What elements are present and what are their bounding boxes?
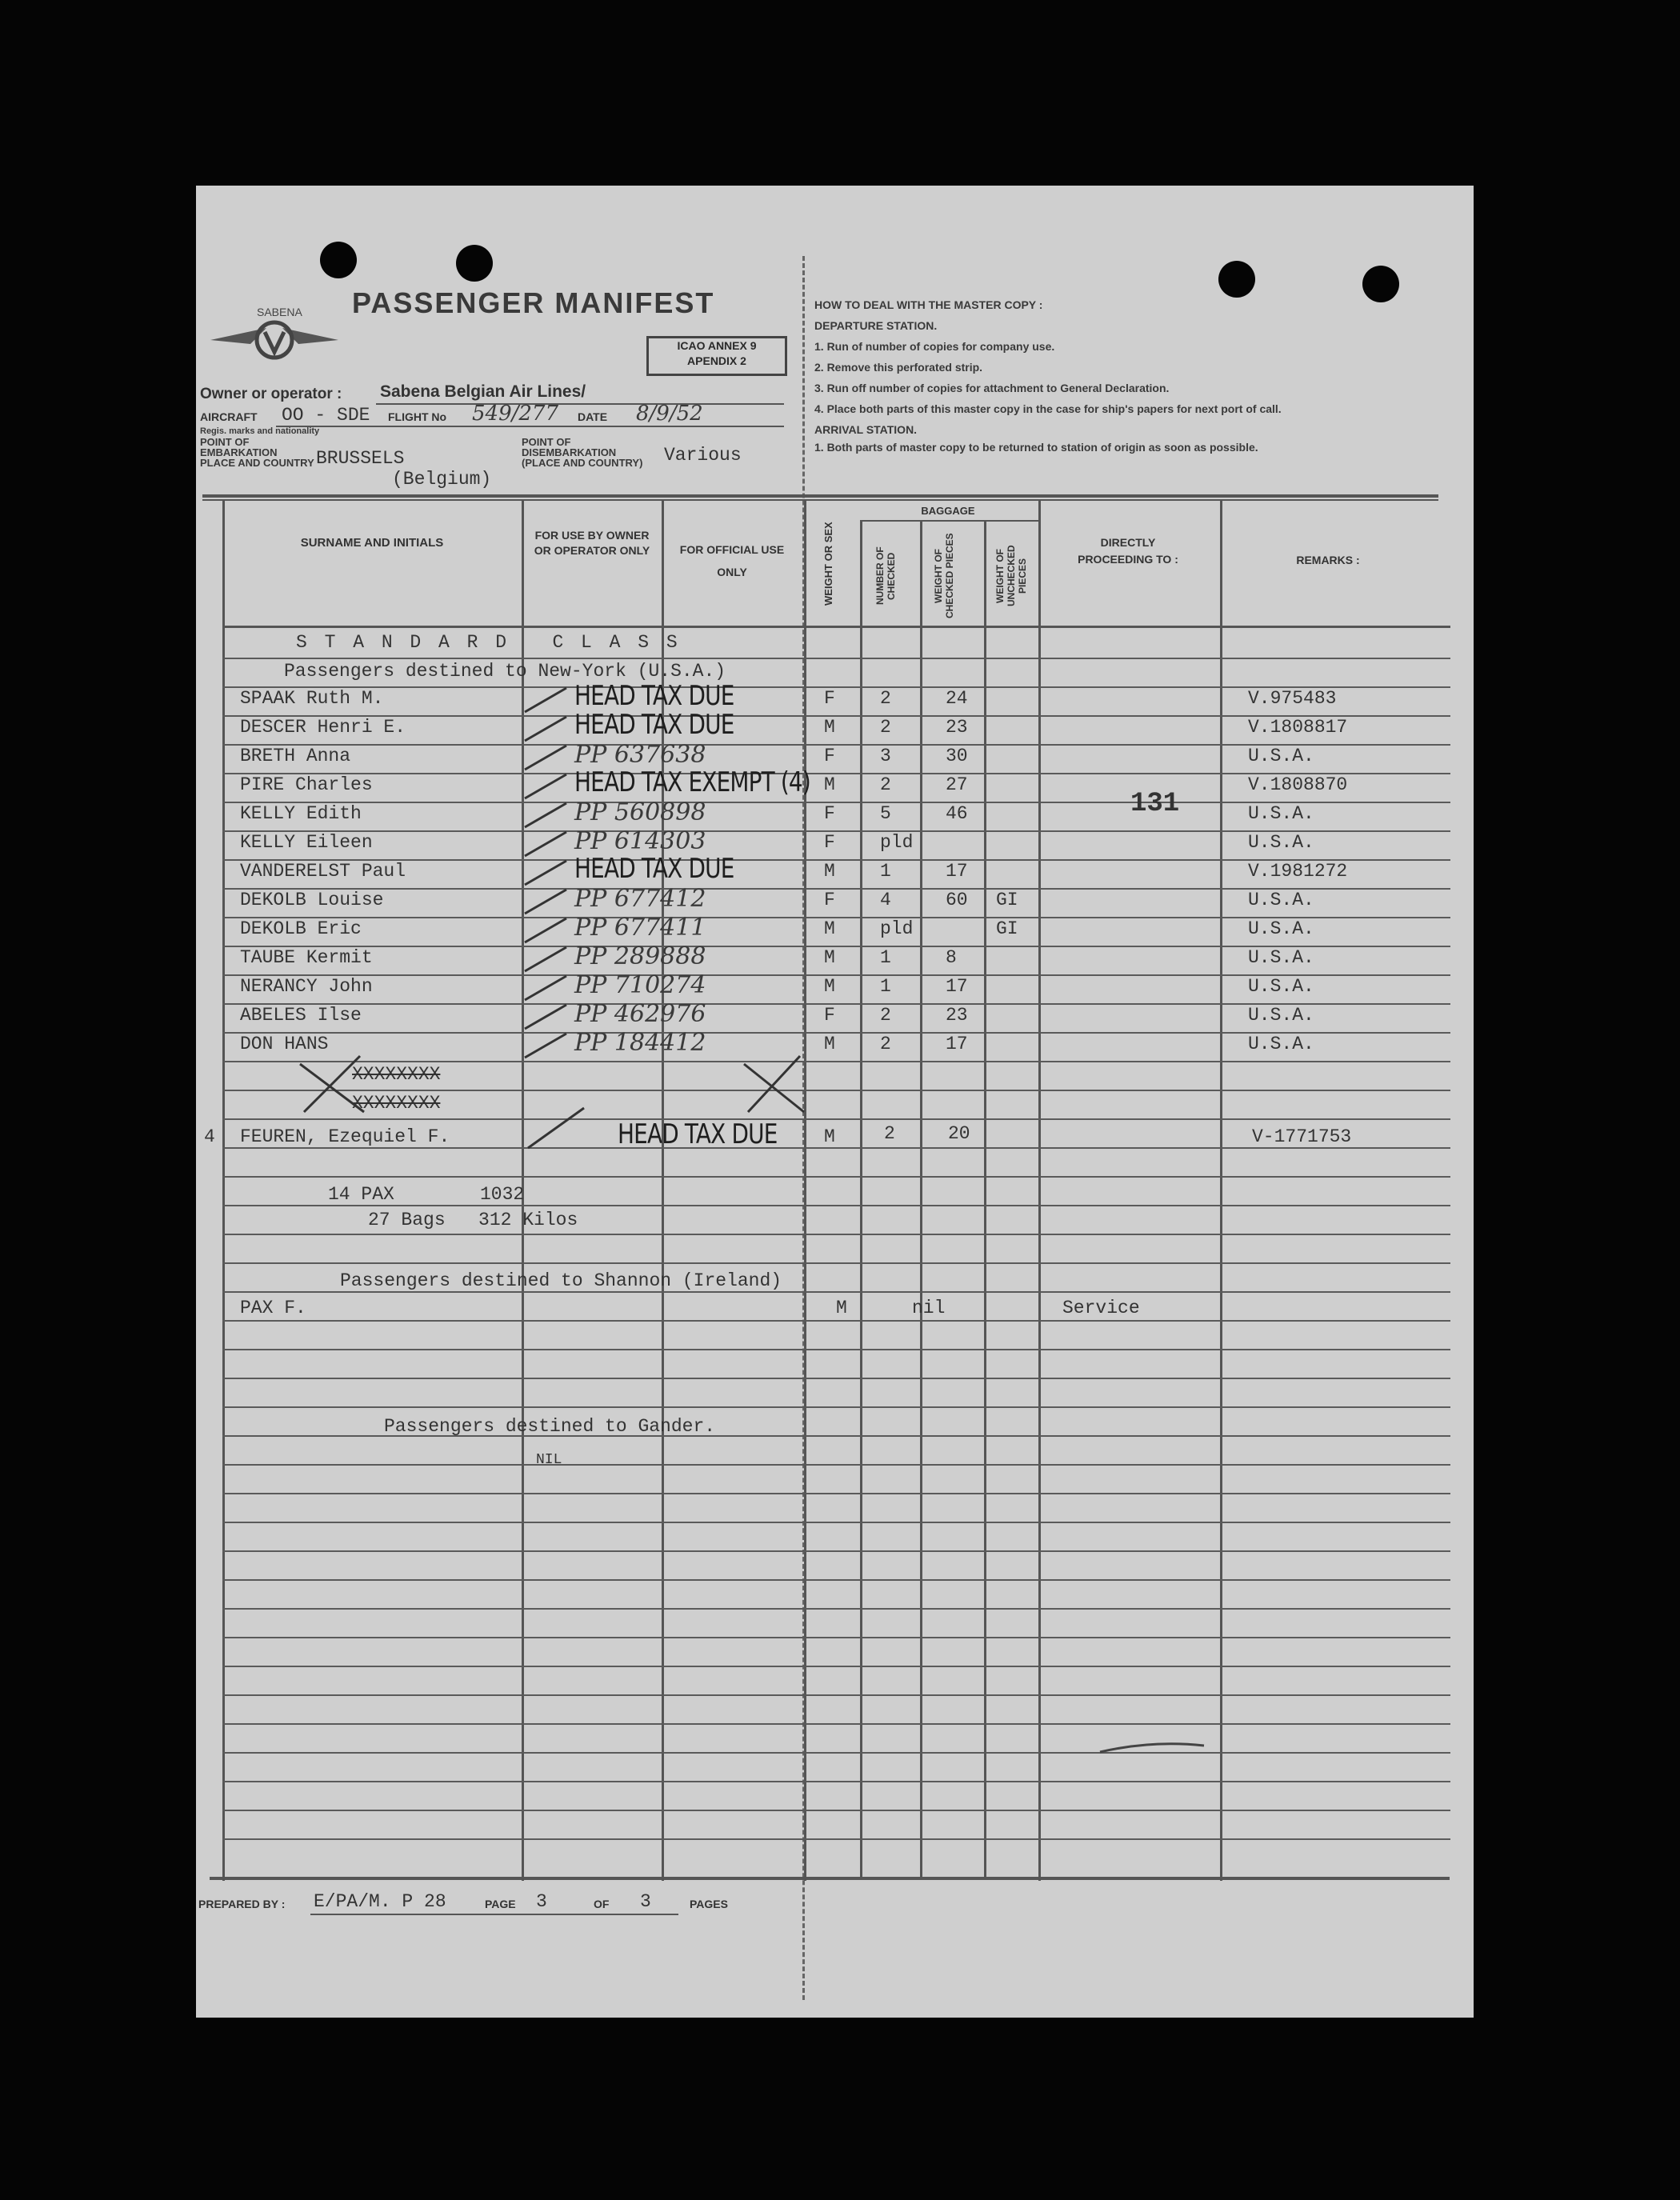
total-bags: 27 Bags 312 Kilos <box>368 1210 578 1230</box>
passenger-remarks: V.1981272 <box>1248 861 1348 882</box>
passenger-name: BRETH Anna <box>240 746 351 766</box>
struck-entry: XXXXXXXX <box>352 1093 441 1114</box>
punch-hole <box>320 242 357 278</box>
passenger-bag-count: 1 <box>880 947 891 968</box>
passenger-name: ABELES Ilse <box>240 1005 362 1026</box>
passenger-remarks: V-1771753 <box>1252 1126 1352 1147</box>
date-value: 8/9/52 <box>636 402 703 426</box>
cross-mark <box>288 1048 384 1120</box>
tick-mark <box>518 858 574 890</box>
prepared-label: PREPARED BY : <box>198 1898 286 1910</box>
passenger-unchecked: GI <box>996 918 1018 939</box>
passenger-name: PIRE Charles <box>240 774 373 795</box>
aircraft-value: OO - SDE <box>282 405 370 426</box>
pages-label: PAGES <box>690 1898 728 1910</box>
tick-mark <box>518 829 574 861</box>
passenger-bag-weight: 23 <box>946 1005 968 1026</box>
passenger-sex: F <box>824 1005 835 1026</box>
tick-mark <box>518 685 574 717</box>
passenger-bag-weight: 20 <box>948 1123 970 1144</box>
instructions-heading: HOW TO DEAL WITH THE MASTER COPY : <box>814 298 1043 311</box>
col-weight-sex: WEIGHT OR SEX <box>822 522 834 606</box>
passenger-bag-count: 1 <box>880 861 891 882</box>
instruction-1: 1. Run of number of copies for company use. <box>814 340 1055 353</box>
embark-label: POINT OF EMBARKATION PLACE AND COUNTRY <box>200 436 314 469</box>
punch-hole <box>1362 266 1399 302</box>
passenger-sex: F <box>824 746 835 766</box>
col-remarks: REMARKS : <box>1296 554 1360 566</box>
passenger-name: SPAAK Ruth M. <box>240 688 384 709</box>
cross-mark <box>732 1048 820 1120</box>
passenger-bag-weight: 46 <box>946 803 968 824</box>
col-surname: SURNAME AND INITIALS <box>300 536 444 550</box>
passenger-owner-note: HEAD TAX EXEMPT (4) <box>574 766 810 798</box>
row-marker: 4 <box>204 1126 215 1147</box>
page-value: 3 <box>536 1891 547 1912</box>
disembark-label: POINT OF DISEMBARKATION (PLACE AND COUNTRY) <box>522 436 643 469</box>
tick-mark <box>518 800 574 832</box>
tick-mark <box>518 1002 574 1034</box>
passenger-owner-note: PP 710274 <box>574 971 706 999</box>
tick-mark <box>518 1030 574 1062</box>
passenger-name: DESCER Henri E. <box>240 717 406 738</box>
passenger-bag-count: 2 <box>880 688 891 709</box>
col-owner-use: FOR USE BY OWNER OR OPERATOR ONLY <box>534 529 650 557</box>
class-line: S T A N D A R D C L A S S <box>296 632 681 653</box>
arrival-instruction: 1. Both parts of master copy to be returned to station of origin as soon as possible. <box>814 441 1258 454</box>
passenger-bag-count: 5 <box>880 803 891 824</box>
passenger-bag-weight: 17 <box>946 976 968 997</box>
date-label: DATE <box>578 410 608 423</box>
passenger-sex: M <box>824 918 835 939</box>
col-weight-checked: WEIGHT OF CHECKED PIECES <box>933 533 955 619</box>
passenger-remarks: V.1808870 <box>1248 774 1348 795</box>
passenger-owner-note: PP 677412 <box>574 885 706 913</box>
passenger-remarks: U.S.A. <box>1248 1005 1314 1026</box>
gander-nil: NIL <box>536 1452 562 1468</box>
embark-country: (Belgium) <box>392 469 492 490</box>
tick-mark <box>518 973 574 1005</box>
passenger-bag-count: pld <box>880 832 914 853</box>
passenger-remarks: U.S.A. <box>1248 832 1314 853</box>
passenger-name: DON HANS <box>240 1034 329 1054</box>
passenger-bag-count: pld <box>880 918 914 939</box>
passenger-owner-note: PP 614303 <box>574 827 706 855</box>
passenger-bag-count: 2 <box>880 1034 891 1054</box>
passenger-sex: M <box>824 947 835 968</box>
instruction-3: 3. Run off number of copies for attachment to General Declaration. <box>814 382 1170 394</box>
passenger-name: VANDERELST Paul <box>240 861 406 882</box>
sabena-logo <box>202 296 346 384</box>
of-value: 3 <box>640 1891 651 1912</box>
struck-entry: XXXXXXXX <box>352 1064 441 1085</box>
passenger-bag-weight: 30 <box>946 746 968 766</box>
passenger-bag-count: 1 <box>880 976 891 997</box>
flight-value: 549/277 <box>472 402 559 426</box>
icao-box <box>646 336 787 376</box>
total-pax: 14 PAX <box>328 1184 394 1205</box>
passenger-owner-note: PP 637638 <box>574 741 706 769</box>
col-number-checked: NUMBER OF CHECKED <box>874 546 897 606</box>
passenger-sex: M <box>824 1034 835 1054</box>
arrival-heading: ARRIVAL STATION. <box>814 423 918 436</box>
passenger-bag-count: 2 <box>880 717 891 738</box>
col-weight-unchecked: WEIGHT OF UNCHECKED PIECES <box>994 545 1028 607</box>
passenger-owner-note: HEAD TAX DUE <box>574 853 734 885</box>
punch-hole <box>1218 261 1255 298</box>
logo-text: SABENA <box>257 306 302 318</box>
passenger-owner-note: PP 677411 <box>574 914 706 942</box>
passenger-bag-count: 2 <box>884 1123 895 1144</box>
passenger-bag-count: 3 <box>880 746 891 766</box>
passenger-remarks: U.S.A. <box>1248 1034 1314 1054</box>
passenger-owner-note: HEAD TAX DUE <box>574 709 734 741</box>
passenger-remarks: U.S.A. <box>1248 890 1314 910</box>
passenger-bag-weight: 27 <box>946 774 968 795</box>
instruction-4: 4. Place both parts of this master copy in the case for ship's papers for next port of call. <box>814 402 1282 415</box>
passenger-sex: F <box>824 832 835 853</box>
passenger-owner-note: HEAD TAX DUE <box>574 680 734 712</box>
passenger-remarks: U.S.A. <box>1248 976 1314 997</box>
passenger-remarks: V.975483 <box>1248 688 1337 709</box>
gander-line: Passengers destined to Gander. <box>384 1416 716 1437</box>
icao-line2: APENDIX 2 <box>687 354 746 367</box>
embark-value: BRUSSELS <box>316 448 405 469</box>
col-proceeding: DIRECTLY PROCEEDING TO : <box>1078 536 1178 566</box>
shannon-baggage: nil <box>912 1298 946 1318</box>
passenger-sex: M <box>824 774 835 795</box>
passenger-sex: F <box>824 890 835 910</box>
total-weight: 1032 <box>480 1184 525 1205</box>
shannon-sex: M <box>836 1298 847 1318</box>
passenger-sex: F <box>824 688 835 709</box>
passenger-bag-count: 2 <box>880 1005 891 1026</box>
passenger-sex: M <box>824 717 835 738</box>
master-copy-instructions <box>814 294 1326 454</box>
tick-mark <box>518 742 574 774</box>
tick-mark <box>518 944 574 976</box>
shannon-passenger: PAX F. <box>240 1298 306 1318</box>
passenger-bag-weight: 17 <box>946 1034 968 1054</box>
tick-mark <box>518 714 574 746</box>
passenger-owner-note: PP 560898 <box>574 798 706 826</box>
regs-label: Regis. marks and nationality <box>200 426 320 436</box>
col-baggage: BAGGAGE <box>921 505 975 517</box>
passenger-name: DEKOLB Louise <box>240 890 384 910</box>
page-label: PAGE <box>485 1898 516 1910</box>
tick-mark <box>520 1100 592 1156</box>
passenger-unchecked: GI <box>996 890 1018 910</box>
punch-hole <box>456 245 493 282</box>
aircraft-label: AIRCRAFT <box>200 410 258 423</box>
shannon-line: Passengers destined to Shannon (Ireland) <box>340 1270 782 1291</box>
col-official-use: FOR OFFICIAL USE ONLY <box>679 543 785 578</box>
passenger-bag-count: 2 <box>880 774 891 795</box>
passenger-owner-note: PP 289888 <box>574 942 706 970</box>
new-york-line: Passengers destined to New-York (U.S.A.) <box>284 661 726 682</box>
instruction-2: 2. Remove this perforated strip. <box>814 361 983 374</box>
passenger-bag-weight: 8 <box>946 947 957 968</box>
passenger-sex: M <box>824 1126 835 1147</box>
passenger-name: FEUREN, Ezequiel F. <box>240 1126 450 1147</box>
passenger-sex: M <box>824 976 835 997</box>
passenger-name: NERANCY John <box>240 976 373 997</box>
flight-label: FLIGHT No <box>388 410 447 423</box>
passenger-owner-note: PP 184412 <box>574 1029 706 1057</box>
passenger-remarks: U.S.A. <box>1248 746 1314 766</box>
of-label: OF <box>594 1898 610 1910</box>
tick-mark <box>518 915 574 947</box>
tick-mark <box>518 771 574 803</box>
passenger-name: KELLY Edith <box>240 803 362 824</box>
passenger-bag-count: 4 <box>880 890 891 910</box>
passenger-bag-weight: 17 <box>946 861 968 882</box>
form-title: PASSENGER MANIFEST <box>352 286 715 319</box>
passenger-count-stamp: 131 <box>1130 789 1180 819</box>
shannon-proceeding: Service <box>1062 1298 1140 1318</box>
prepared-value: E/PA/M. P 28 <box>314 1891 446 1912</box>
passenger-remarks: U.S.A. <box>1248 803 1314 824</box>
icao-line1: ICAO ANNEX 9 <box>677 339 757 352</box>
passenger-name: TAUBE Kermit <box>240 947 373 968</box>
passenger-remarks: U.S.A. <box>1248 918 1314 939</box>
disembark-value: Various <box>664 445 742 466</box>
passenger-name: DEKOLB Eric <box>240 918 362 939</box>
passenger-name: KELLY Eileen <box>240 832 373 853</box>
pen-stroke <box>1096 1736 1208 1760</box>
passenger-bag-weight: 60 <box>946 890 968 910</box>
passenger-remarks: U.S.A. <box>1248 947 1314 968</box>
passenger-remarks: V.1808817 <box>1248 717 1348 738</box>
tick-mark <box>518 886 574 918</box>
passenger-bag-weight: 23 <box>946 717 968 738</box>
passenger-bag-weight: 24 <box>946 688 968 709</box>
passenger-sex: F <box>824 803 835 824</box>
passenger-owner-note: HEAD TAX DUE <box>618 1118 778 1150</box>
owner-value: Sabena Belgian Air Lines/ <box>380 382 586 401</box>
passenger-sex: M <box>824 861 835 882</box>
owner-label: Owner or operator : <box>200 386 342 402</box>
passenger-owner-note: PP 462976 <box>574 1000 706 1028</box>
departure-heading: DEPARTURE STATION. <box>814 319 938 332</box>
